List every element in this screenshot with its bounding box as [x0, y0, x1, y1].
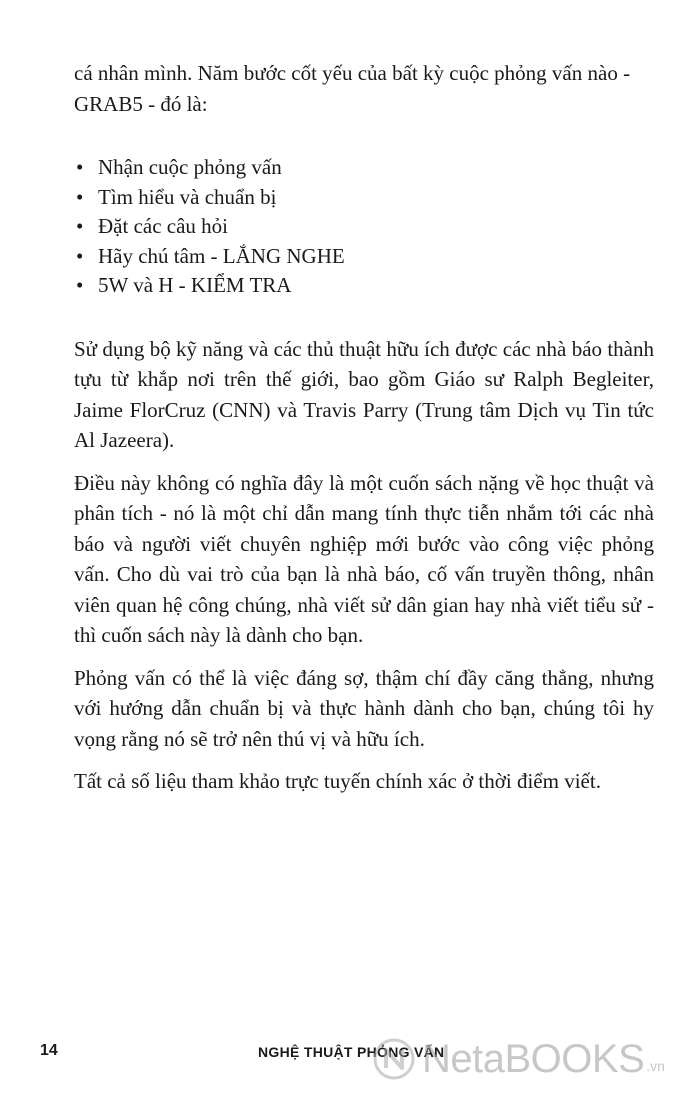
- list-item-text: Nhận cuộc phỏng vấn: [98, 155, 282, 179]
- page-body: [74, 58, 654, 797]
- list-item: [74, 271, 654, 301]
- running-title: NGHỆ THUẬT PHỎNG VẤN: [258, 1044, 445, 1060]
- watermark-suffix: .vn: [646, 1058, 665, 1074]
- bullet-icon: •: [76, 184, 84, 209]
- list-item-text: Tìm hiểu và chuẩn bị: [98, 184, 277, 209]
- bullet-icon: •: [76, 214, 84, 238]
- paragraph-purpose: Điều này không có nghĩa đây là một cuốn sách nặng về học thuật và phân tích - nó là một chỉ dẫn mang tính thực tiễn nhắm tới các nhà báo và người viết chuyên nghiệp mới bước vào công việc phỏng vấn. Cho dù vai trò của bạn là nhà báo, cố vấn truyền thông, nhân viên quan hệ công chúng, nhà viết sử dân gian hay nhà viết tiểu sử - thì cuốn sách này là dành cho bạn.: [74, 470, 654, 647]
- paragraph-encouragement: Phỏng vấn có thể là việc đáng sợ, thậm chí đầy căng thẳng, nhưng với hướng dẫn chuẩn bị và thực hành dành cho bạn, chúng tôi hy vọng rằng nó sẽ trở nên thú vị và hữu ích.: [74, 665, 654, 751]
- page-number: 14: [40, 1042, 58, 1059]
- bullet-icon: •: [76, 243, 84, 268]
- bullet-icon: •: [76, 155, 84, 179]
- list-item: [74, 183, 654, 213]
- paragraph-sources: Sử dụng bộ kỹ năng và các thủ thuật hữu ích được các nhà báo thành tựu từ khắp nơi trên thế giới, bao gồm Giáo sư Ralph Begleiter, Jaime FlorCruz (CNN) và Travis Parry (Trung tâm Dịch vụ Tin tức Al Jazeera).: [74, 336, 654, 452]
- bullet-icon: •: [76, 273, 84, 297]
- list-item-text: 5W và H - KIỂM TRA: [98, 273, 292, 297]
- netabooks-logo-icon: [372, 1037, 416, 1081]
- paragraph-references-note: Tất cả số liệu tham khảo trực tuyến chính xác ở thời điểm viết.: [74, 769, 601, 793]
- list-item: [74, 242, 654, 272]
- list-item-text: Hãy chú tâm - LẮNG NGHE: [98, 243, 345, 268]
- list-item: [74, 153, 654, 183]
- steps-list: [74, 153, 654, 301]
- list-item-text: Đặt các câu hỏi: [98, 214, 229, 238]
- intro-paragraph: cá nhân mình. Năm bước cốt yếu của bất kỳ cuộc phỏng vấn nào - GRAB5 - đó là:: [74, 61, 631, 116]
- watermark-brand: NetaBOOKS: [422, 1036, 645, 1081]
- list-item: [74, 212, 654, 242]
- watermark: [372, 1034, 665, 1084]
